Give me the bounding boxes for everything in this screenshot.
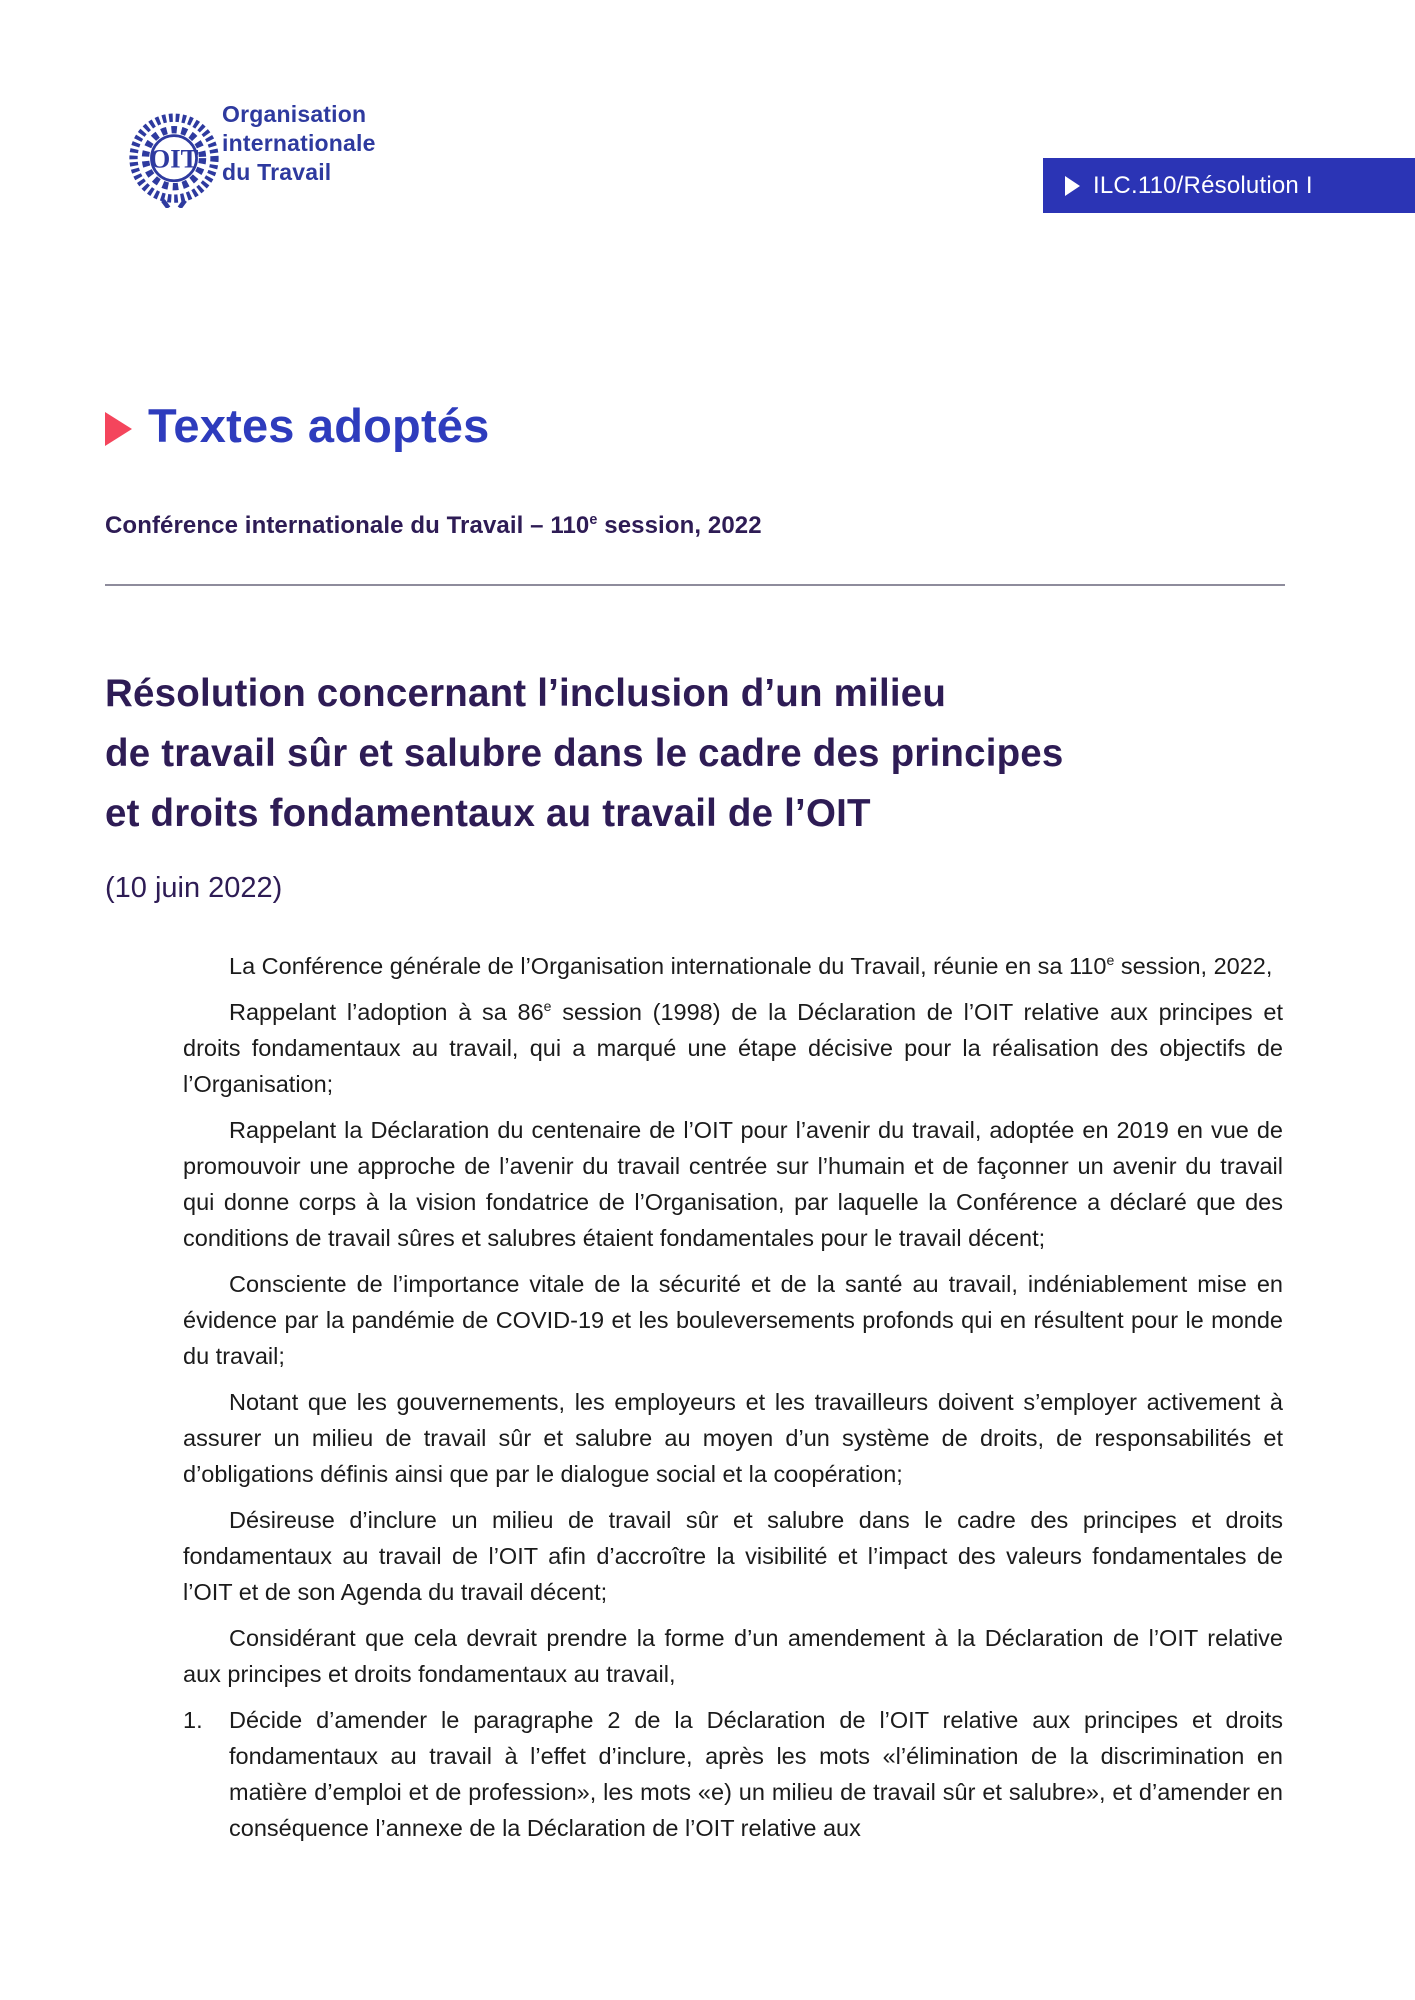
paragraph	[183, 948, 1283, 984]
page-title-text: Textes adoptés	[148, 399, 490, 452]
org-name-line: du Travail	[222, 159, 332, 185]
text-segment: session (1998) de la Déclaration de l’OIT relative aux principes et droits fondamentaux au travail, qui a marqué une étape décisive pour la réalisation des objectifs de l’Organisation;	[183, 999, 1283, 1097]
svg-text:OIT: OIT	[149, 143, 199, 174]
text-segment: Désireuse d’inclure un milieu de travail sûr et salubre dans le cadre des principes et droits fondamentaux au travail de l’OIT afin d’accroître la visibilité et l’impact des valeurs fondamentales de l’OIT et de son Agenda du travail décent;	[183, 1507, 1283, 1605]
doc-reference-label: ILC.110/Résolution I	[1093, 171, 1313, 199]
text-segment: La Conférence générale de l’Organisation internationale du Travail, réunie en sa 110	[229, 953, 1107, 979]
org-name-line: internationale	[222, 130, 376, 156]
body-paragraphs	[183, 948, 1283, 1856]
doc-reference-badge	[1043, 158, 1415, 213]
resolution-heading	[105, 664, 1064, 844]
text-segment: session, 2022	[597, 512, 762, 539]
text-segment: Notant que les gouvernements, les employeurs et les travailleurs doivent s’employer activement à assurer un milieu de travail sûr et salubre au moyen d’un système de droits, de responsabilités et d’obligations définis ainsi que par le dialogue social et la coopération;	[183, 1389, 1283, 1487]
superscript-text: e	[1106, 952, 1115, 969]
text-segment: Rappelant l’adoption à sa 86	[229, 999, 544, 1025]
oit-logo-icon	[128, 112, 220, 208]
text-segment: Considérant que cela devrait prendre la forme d’un amendement à la Déclaration de l’OIT relative aux principes et droits fondamentaux au travail,	[183, 1625, 1283, 1687]
org-logo	[128, 101, 376, 208]
numbered-list-item	[183, 1702, 1283, 1846]
paragraph	[183, 1502, 1283, 1610]
superscript-text: e	[543, 998, 552, 1015]
triangle-right-icon	[105, 412, 132, 446]
paragraph	[183, 1266, 1283, 1374]
text-segment: session, 2022,	[1114, 953, 1273, 979]
text-segment: Consciente de l’importance vitale de la sécurité et de la santé au travail, indéniablement mise en évidence par la pandémie de COVID-19 et les bouleversements profonds qui en résultent pour le monde du travail;	[183, 1271, 1283, 1369]
paragraph	[183, 1384, 1283, 1492]
org-name	[222, 100, 376, 187]
paragraph	[183, 994, 1283, 1102]
text-segment: Rappelant la Déclaration du centenaire de l’OIT pour l’avenir du travail, adoptée en 2019 en vue de promouvoir une approche de l’avenir du travail centrée sur l’humain et de façonner un avenir du travail qui donne corps à la vision fondatrice de l’Organisation, par laquelle la Conférence a déclaré que des conditions de travail sûres et salubres étaient fondamentales pour le travail décent;	[183, 1117, 1283, 1251]
org-name-line: Organisation	[222, 101, 367, 127]
list-item-number: 1.	[183, 1707, 203, 1733]
triangle-right-icon	[1065, 176, 1080, 196]
resolution-date: (10 juin 2022)	[105, 872, 283, 904]
conference-subtitle	[105, 512, 762, 540]
resolution-heading-line: de travail sûr et salubre dans le cadre des principes	[105, 732, 1064, 775]
resolution-heading-line: Résolution concernant l’inclusion d’un milieu	[105, 672, 947, 715]
page-title	[105, 398, 490, 453]
superscript-text: e	[589, 512, 598, 528]
paragraph	[183, 1620, 1283, 1692]
text-segment: Décide d’amender le paragraphe 2 de la Déclaration de l’OIT relative aux principes et droits fondamentaux au travail à l’effet d’inclure, après les mots «l’élimination de la discrimination en matière d’emploi et de profession», les mots «e) un milieu de travail sûr et salubre», et d’amender en conséquence l’annexe de la Déclaration de l’OIT relative aux	[229, 1707, 1283, 1841]
paragraph	[183, 1112, 1283, 1256]
resolution-heading-line: et droits fondamentaux au travail de l’OIT	[105, 792, 871, 835]
text-segment: Conférence internationale du Travail – 110	[105, 512, 590, 539]
divider-rule	[105, 584, 1285, 586]
